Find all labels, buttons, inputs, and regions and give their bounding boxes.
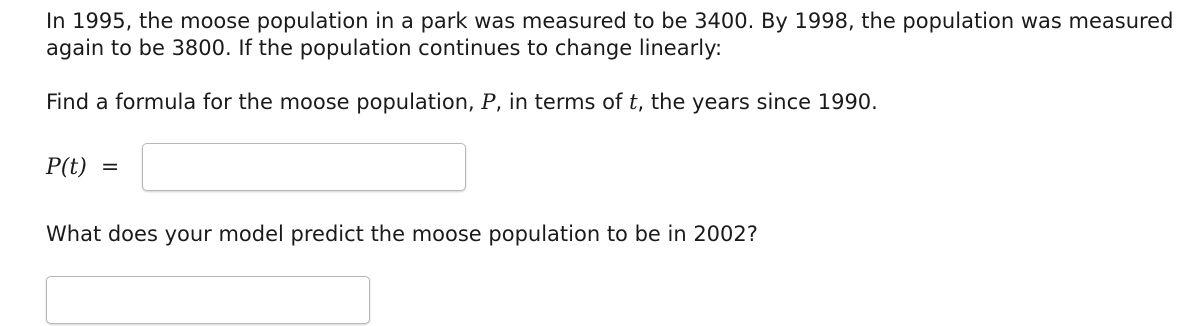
variable-t: t [629,90,638,114]
prediction-answer-input[interactable] [46,276,370,324]
equals-sign: = [100,154,120,180]
problem-statement [46,8,1174,62]
problem-line-1: In 1995, the moose population in a park was measured to be 3400. By 1998, the population was measured [46,9,1174,33]
formula-answer-row [46,143,466,191]
formula-prompt-text-2: , in terms of [495,90,630,114]
problem-line-2: again to be 3800. If the population continues to change linearly: [46,36,723,60]
prediction-question: What does your model predict the moose population to be in 2002? [46,222,758,246]
formula-prompt [46,89,878,116]
formula-answer-input[interactable] [142,143,466,191]
formula-prompt-text-3: , the years since 1990. [637,90,878,114]
function-label: P(t) [46,154,87,180]
variable-p: P [481,90,496,114]
equation-lhs [46,155,142,180]
formula-prompt-text-1: Find a formula for the moose population, [46,90,482,114]
